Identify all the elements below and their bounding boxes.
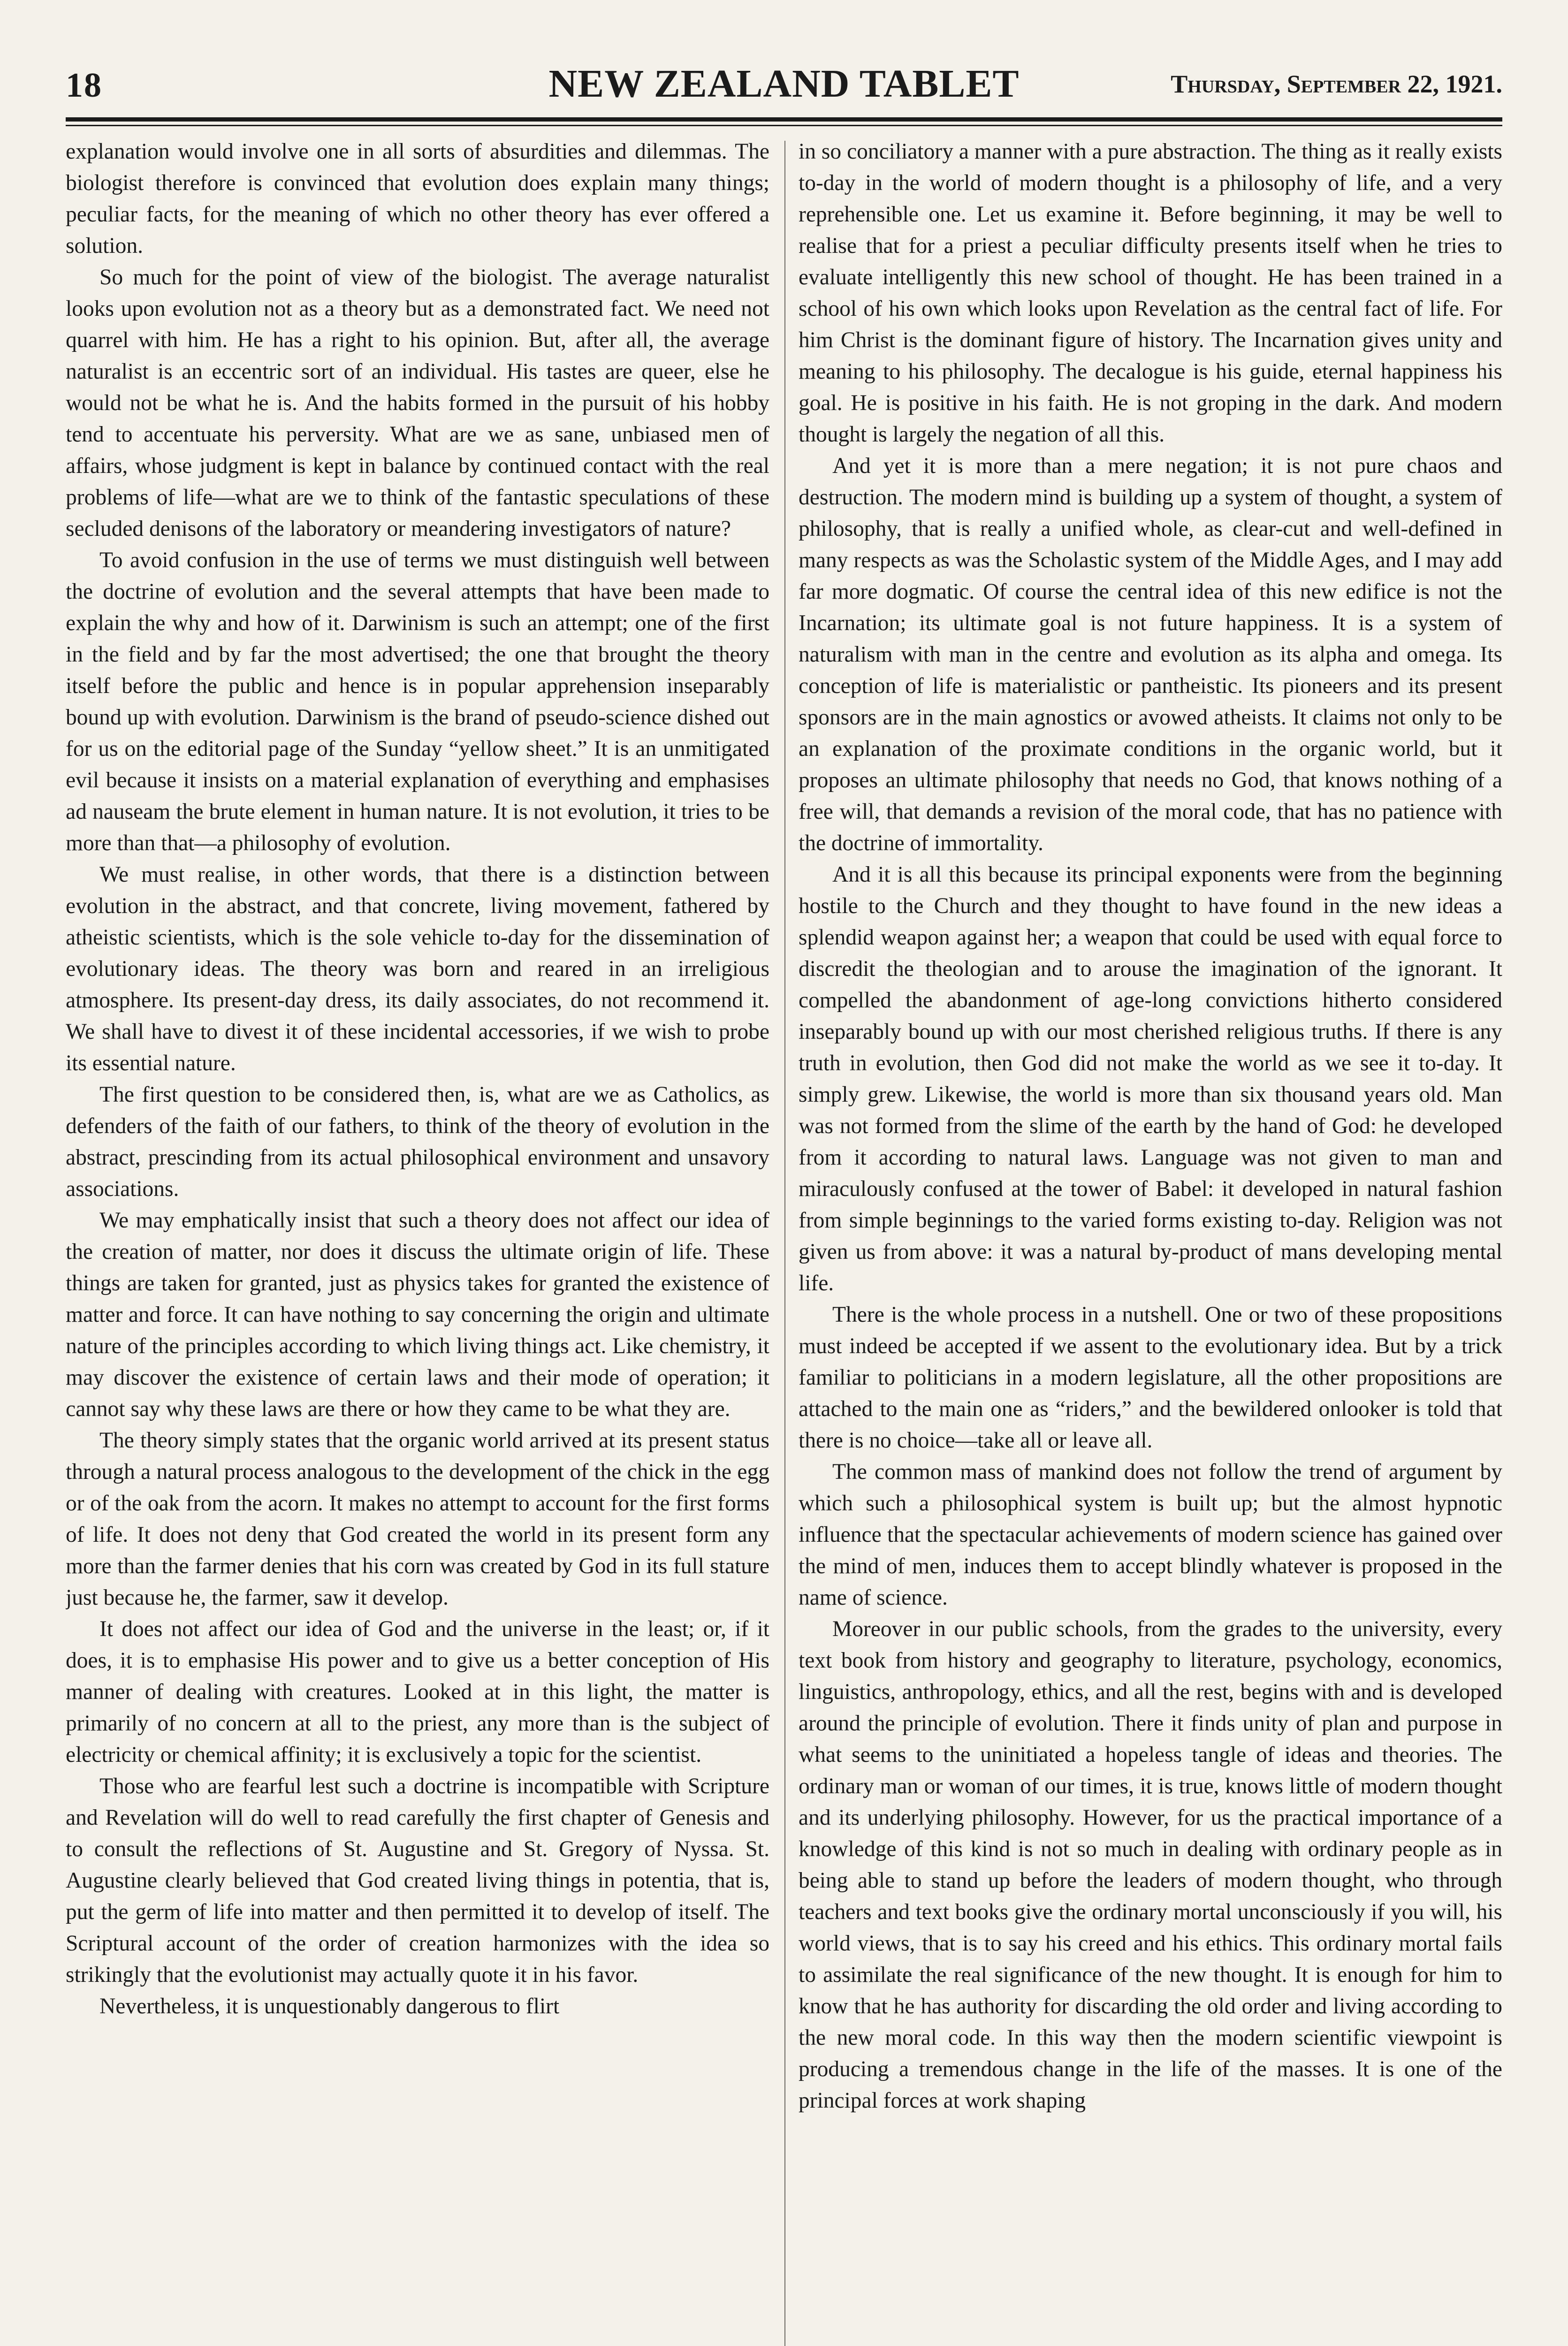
paragraph: The theory simply states that the organic world arrived at its present status through a natural process analogous to the development of the chick in the egg or of the oak from the acorn. It makes no attempt to account for the first forms of life. It does not deny that God created the world in its present form any more than the farmer denies that his corn was created by God in its full stature just because he, the farmer, saw it develop. <box>66 1428 769 1610</box>
paragraph: Those who are fearful lest such a doctrine is incompatible with Scripture and Revelation will do well to read carefully the first chapter of Genesis and to consult the reflections of St. Augustine and St. Gregory of Nyssa. St. Augustine clearly believed that God created living things in potentia, that is, put the germ of life into matter and then permitted it to develop of itself. The Scriptural account of the order of creation harmonizes with the idea so strikingly that the evolutionist may actually quote it in his favor. <box>66 1774 769 1987</box>
paragraph: Nevertheless, it is unquestionably dangerous to flirt <box>99 1994 560 2018</box>
header-rule-thick <box>66 117 1502 122</box>
publication-title: NEW ZEALAND TABLET <box>548 62 1020 106</box>
paragraph: We must realise, in other words, that there is a distinction between evolution in the abstract, and that concrete, living movement, fathered by atheistic scientists, which is the sole vehicle to-day for the dissemination of evolutionary ideas. The theory was born and reared in an irreligious atmosphere. Its present-day dress, its daily associates, do not recommend it. We shall have to divest it of these incidental accessories, if we wish to probe its essential nature. <box>66 862 769 1075</box>
paragraph: explanation would involve one in all sorts of absurdities and dilemmas. The biologist therefore is convinced that evolution does explain many things; peculiar facts, for the meaning of which no other theory has ever offered a solution. <box>66 139 769 258</box>
left-column <box>66 136 769 2346</box>
page-number: 18 <box>66 66 102 105</box>
paragraph: The first question to be considered then, is, what are we as Catholics, as defenders of the faith of our fathers, to think of the theory of evolution in the abstract, prescinding from its actual philosophical environment and unsavory associations. <box>66 1082 769 1201</box>
paragraph: So much for the point of view of the biologist. The average naturalist looks upon evolution not as a theory but as a demonstrated fact. We need not quarrel with him. He has a right to his opinion. But, after all, the average naturalist is an eccentric sort of an individual. His tastes are queer, else he would not be what he is. And the habits formed in the pursuit of his hobby tend to accentuate his perversity. What are we as sane, unbiased men of affairs, whose judgment is kept in balance by continued contact with the real problems of life—what are we to think of the fantastic speculations of these secluded denisons of the laboratory or meandering investigators of nature? <box>66 265 769 541</box>
paragraph: The common mass of mankind does not follow the trend of argument by which such a philosophical system is built up; but the almost hypnotic influence that the spectacular achievements of modern science has gained over the mind of men, induces them to accept blindly whatever is proposed in the name of science. <box>799 1460 1502 1610</box>
masthead <box>66 61 1502 113</box>
column-divider <box>784 141 785 2346</box>
right-column <box>799 136 1502 2346</box>
paragraph: And yet it is more than a mere negation; it is not pure chaos and destruction. The modern mind is building up a system of thought, a system of philosophy, that is really a unified whole, as clear-cut and well-defined in many respects as was the Scholastic system of the Middle Ages, and I may add far more dogmatic. Of course the central idea of this new edifice is not the Incarnation; its ultimate goal is not future happiness. It is a system of naturalism with man in the centre and evolution as its alpha and omega. Its conception of life is materialistic or pantheistic. Its pioneers and its present sponsors are in the main agnostics or avowed atheists. It claims not only to be an explanation of the proximate conditions in the organic world, but it proposes an ultimate philosophy that needs no God, that knows nothing of a free will, that demands a revision of the moral code, that has no patience with the doctrine of immortality. <box>799 454 1502 855</box>
paragraph: There is the whole process in a nutshell. One or two of these propositions must indeed be accepted if we assent to the evolutionary idea. But by a trick familiar to politicians in a modern legislature, all the other propositions are attached to the main one as “riders,” and the bewildered onlooker is told that there is no choice—take all or leave all. <box>799 1302 1502 1453</box>
paragraph: It does not affect our idea of God and the universe in the least; or, if it does, it is to emphasise His power and to give us a better conception of His manner of dealing with creatures. Looked at in this light, the matter is primarily of no concern at all to the priest, any more than is the subject of electricity or chemical affinity; it is exclusively a topic for the scientist. <box>66 1617 769 1767</box>
issue-date: Thursday, September 22, 1921. <box>1171 70 1502 98</box>
paragraph: To avoid confusion in the use of terms we must distinguish well between the doctrine of evolution and the several attempts that have been made to explain the why and how of it. Darwinism is such an attempt; one of the first in the field and by far the most advertised; the one that brought the theory itself before the public and hence is in popular apprehension inseparably bound up with evolution. Darwinism is the brand of pseudo-science dished out for us on the editorial page of the Sunday “yellow sheet.” It is an unmitigated evil because it insists on a material explanation of everything and emphasises ad nauseam the brute element in human nature. It is not evolution, it tries to be more than that—a philosophy of evolution. <box>66 548 769 855</box>
paragraph: Moreover in our public schools, from the grades to the university, every text book from history and geography to literature, psychology, economics, linguistics, anthropology, ethics, and all the rest, begins with and is developed around the principle of evolution. There it finds unity of plan and purpose in what seems to the uninitiated a hopeless tangle of ideas and theories. The ordinary man or woman of our times, it is true, knows little of modern thought and its underlying philosophy. However, for us the practical importance of a knowledge of this kind is not so much in dealing with ordinary people as in being able to stand up before the leaders of modern thought, who through teachers and text books give the ordinary mortal unconsciously if you will, his world views, that is to say his creed and his ethics. This ordinary mortal fails to assimilate the real significance of the new thought. It is enough for him to know that he has authority for discarding the old order and living according to the new moral code. In this way then the modern scientific viewpoint is producing a tremendous change in the life of the masses. It is one of the principal forces at work shaping <box>799 1617 1502 2113</box>
paragraph: in so conciliatory a manner with a pure abstraction. The thing as it really exists to-day in the world of modern thought is a philosophy of life, and a very reprehensible one. Let us examine it. Before beginning, it may be well to realise that for a priest a peculiar difficulty presents itself when he tries to evaluate intelligently this new school of thought. He has been trained in a school of his own which looks upon Revelation as the central fact of life. For him Christ is the dominant figure of history. The Incarnation gives unity and meaning to his philosophy. The decalogue is his guide, eternal happiness his goal. He is positive in his faith. He is not groping in the dark. And modern thought is largely the negation of all this. <box>799 139 1502 447</box>
header-rule-thin <box>66 125 1502 126</box>
paragraph: And it is all this because its principal exponents were from the beginning hostile to the Church and they thought to have found in the new ideas a splendid weapon against her; a weapon that could be used with equal force to discredit the theologian and to arouse the imagination of the ignorant. It compelled the abandonment of age-long convictions hitherto considered inseparably bound up with our most cherished religious truths. If there is any truth in evolution, then God did not make the world as we see it to-day. It simply grew. Likewise, the world is more than six thousand years old. Man was not formed from the slime of the earth by the hand of God: he developed from it according to natural laws. Language was not given to man and miraculously confused at the tower of Babel: it developed in natural fashion from simple beginnings to the varied forms existing to-day. Religion was not given us from above: it was a natural by-product of mans developing mental life. <box>799 862 1502 1295</box>
paragraph: We may emphatically insist that such a theory does not affect our idea of the creation of matter, nor does it discuss the ultimate origin of life. These things are taken for granted, just as physics takes for granted the existence of matter and force. It can have nothing to say concerning the origin and ultimate nature of the principles according to which living things act. Like chemistry, it may discover the existence of certain laws and their mode of operation; it cannot say why these laws are there or how they came to be what they are. <box>66 1208 769 1421</box>
